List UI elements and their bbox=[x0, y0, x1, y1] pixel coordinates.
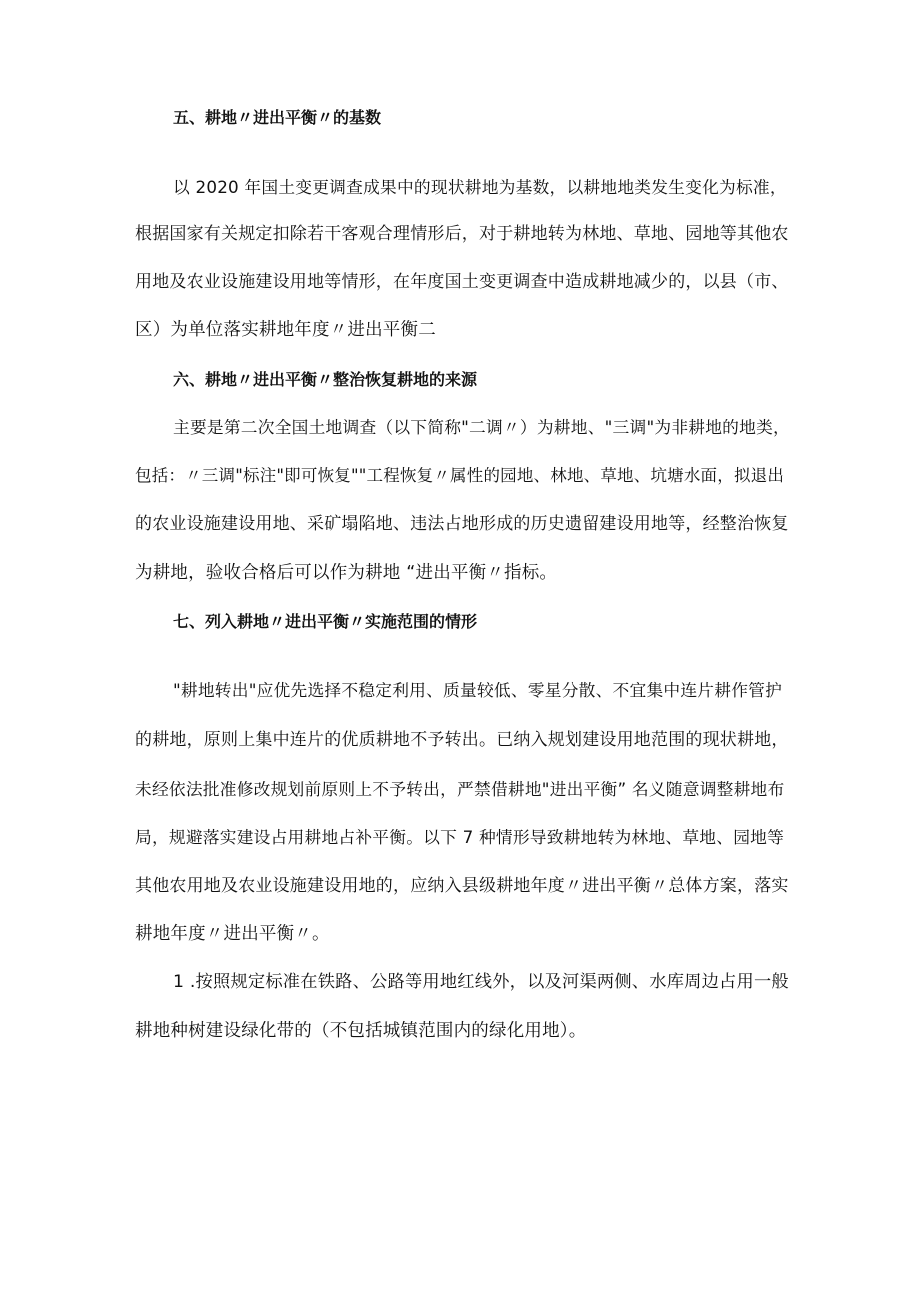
section-7-line-3: 未经依法批准修改规划前原则上不予转出，严禁借耕地"进出平衡” 名义随意调整耕地布 bbox=[135, 779, 785, 799]
section-5-line-1: 以 2020 年国土变更调查成果中的现状耕地为基数，以耕地地类发生变化为标准， bbox=[173, 177, 787, 197]
section-7-heading: 七、列入耕地〃进出平衡〃实施范围的情形 bbox=[173, 612, 478, 631]
section-7-line-2: 的耕地，原则上集中连片的优质耕地不予转出。已纳入规划建设用地范围的现状耕地， bbox=[135, 730, 789, 750]
section-6-line-3: 的农业设施建设用地、采矿塌陷地、违法占地形成的历史遗留建设用地等，经整治恢复 bbox=[135, 514, 789, 534]
section-5-line-2: 根据国家有关规定扣除若干客观合理情形后，对于耕地转为林地、草地、园地等其他农 bbox=[135, 224, 789, 244]
section-7-line-1: "耕地转出"应优先选择不稳定利用、质量较低、零星分散、不宜集中连片耕作管护 bbox=[173, 680, 783, 700]
item-1-line-1: 1 .按照规定标准在铁路、公路等用地红线外，以及河渠两侧、水库周边占用一般 bbox=[173, 972, 789, 992]
section-6-line-4: 为耕地，验收合格后可以作为耕地 “进出平衡〃指标。 bbox=[135, 563, 558, 583]
section-6-line-2: 包括：〃三调"标注"即可恢复""工程恢复〃属性的园地、林地、草地、坑塘水面，拟退出 bbox=[135, 466, 785, 485]
section-7-line-5: 其他农用地及农业设施建设用地的，应纳入县级耕地年度〃进出平衡〃总体方案，落实 bbox=[135, 876, 789, 896]
section-5-line-4: 区）为单位落实耕地年度〃进出平衡二 bbox=[135, 320, 436, 340]
item-1-line-2: 耕地种树建设绿化带的（不包括城镇范围内的绿化用地）。 bbox=[135, 1021, 587, 1041]
section-5-line-3: 用地及农业设施建设用地等情形，在年度国土变更调查中造成耕地减少的，以县（市、 bbox=[135, 272, 789, 292]
section-7-line-6: 耕地年度〃进出平衡〃。 bbox=[135, 924, 330, 944]
section-6-line-1: 主要是第二次全国土地调查（以下简称"二调〃）为耕地、"三调"为非耕地的地类， bbox=[173, 417, 790, 437]
section-6-heading: 六、耕地〃进出平衡〃整治恢复耕地的来源 bbox=[173, 370, 478, 389]
section-5-heading: 五、耕地〃进出平衡〃的基数 bbox=[173, 108, 382, 127]
section-7-line-4: 局，规避落实建设占用耕地占补平衡。以下 7 种情形导致耕地转为林地、草地、园地等 bbox=[135, 827, 785, 847]
